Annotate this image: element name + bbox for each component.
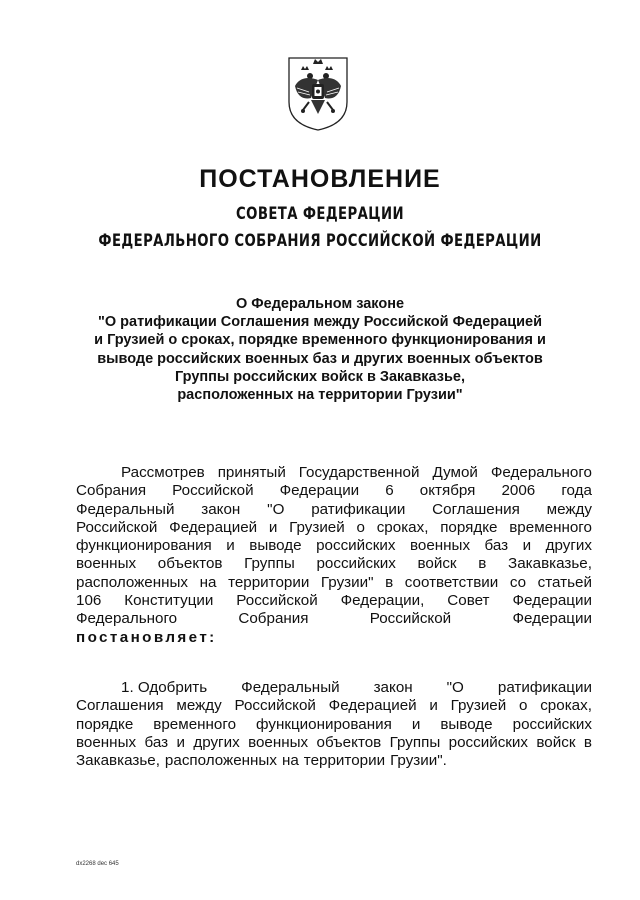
word: территории — [228, 573, 310, 591]
resolves-line — [76, 629, 592, 647]
text-line — [76, 501, 592, 519]
word: Конституции — [124, 592, 214, 610]
word: Собрания — [238, 610, 309, 628]
word: и — [176, 733, 185, 751]
word: со — [509, 573, 527, 591]
text-line — [76, 610, 592, 628]
word: Российской — [369, 610, 452, 628]
word: Федеральный — [241, 679, 340, 696]
text-line — [76, 537, 592, 555]
word: 1. Одобрить — [121, 679, 208, 696]
text-line — [76, 574, 592, 592]
word: Федерацией — [328, 697, 417, 715]
word: сроках, — [376, 518, 429, 536]
body-paragraph-1 — [76, 464, 592, 629]
word: Федерации, — [340, 592, 425, 610]
word: Рассмотрев — [121, 464, 205, 481]
word: российских — [512, 715, 592, 733]
issuer-line-1: СОВЕТА ФЕДЕРАЦИИ — [236, 204, 404, 224]
word: октября — [419, 482, 476, 500]
word: Соглашения — [432, 500, 520, 518]
heading-line: Группы российских войск в Закавказье, — [174, 368, 465, 385]
body-paragraph-2 — [76, 679, 592, 770]
word: войск — [417, 555, 457, 573]
word: сроках, — [540, 697, 592, 715]
word: выводе — [249, 537, 302, 555]
word: закон — [373, 679, 413, 696]
word: Группы — [244, 555, 295, 573]
word: ратификации — [311, 500, 406, 518]
word: в — [583, 733, 592, 751]
word: Грузии". — [390, 752, 447, 770]
text-line — [76, 716, 592, 734]
footer-code: dx2268 dec 645 — [76, 861, 119, 867]
heading-line: и Грузией о сроках, порядке временного функционирования и — [94, 332, 546, 349]
word: на — [199, 573, 217, 591]
text-line — [76, 752, 592, 770]
word: между — [546, 500, 592, 518]
word: российских — [448, 733, 529, 751]
word: года — [561, 482, 592, 500]
word: объектов — [157, 555, 223, 573]
heading-line: выводе российских военных баз и других военных объектов — [97, 350, 543, 367]
word: Собрания — [76, 482, 147, 500]
word: других — [545, 537, 592, 555]
word: временного — [153, 715, 237, 733]
word: "О — [446, 679, 464, 696]
word: о — [519, 697, 528, 715]
word: войск — [536, 733, 576, 751]
text-line — [76, 464, 592, 482]
issuer-line-2: ФЕДЕРАЛЬНОГО СОБРАНИЯ РОССИЙСКОЙ ФЕДЕРАЦИИ — [98, 231, 542, 251]
word: ратификации — [497, 679, 592, 696]
word: баз — [144, 733, 169, 751]
word: в — [478, 555, 487, 573]
word: Грузией — [289, 518, 345, 536]
word: о — [356, 518, 365, 536]
word: Закавказье, — [76, 752, 160, 770]
word: баз — [484, 537, 509, 555]
heading-line: "О ратификации Соглашения между Российской Федерацией — [97, 314, 543, 331]
word: Российской — [76, 518, 158, 536]
word: 2006 — [501, 482, 536, 500]
word: Российской — [234, 697, 316, 715]
word: военных — [76, 733, 137, 751]
word: военных — [76, 555, 137, 573]
word: выводе — [440, 715, 493, 733]
word: расположенных — [164, 752, 277, 770]
word: Федерации — [279, 482, 360, 500]
word: 106 — [76, 592, 102, 610]
document-title: ПОСТАНОВЛЕНИЕ — [199, 165, 441, 193]
text-line — [76, 555, 592, 573]
word: Группы — [389, 733, 441, 751]
word: военных — [409, 537, 471, 555]
text-line — [76, 697, 592, 715]
word: принятый — [217, 464, 286, 481]
word: Федерального — [76, 610, 178, 628]
word: Российской — [172, 482, 254, 500]
word: в — [385, 573, 394, 591]
text-line — [76, 592, 592, 610]
word: и — [226, 537, 235, 555]
word: военных — [248, 733, 309, 751]
word: статьей — [537, 573, 592, 591]
word: российских — [316, 537, 396, 555]
word: Грузии" — [320, 573, 374, 591]
word: закон — [201, 500, 241, 518]
word: Государственной — [298, 464, 420, 481]
word: и — [522, 537, 532, 555]
document-heading — [60, 295, 580, 404]
russian-coat-of-arms-icon — [283, 52, 353, 132]
word: временного — [509, 518, 592, 536]
text-line — [76, 482, 592, 500]
word: Федерации — [512, 592, 592, 610]
word: Грузией — [450, 697, 507, 715]
word: Федерального — [490, 464, 592, 481]
word: Соглашения — [76, 697, 164, 715]
word: других — [193, 733, 240, 751]
word: соответствии — [404, 573, 499, 591]
word: Думой — [432, 464, 478, 481]
resolves-word: постановляет: — [76, 629, 217, 646]
word: территории — [303, 752, 386, 770]
text-line — [76, 734, 592, 752]
word: порядке — [440, 518, 498, 536]
text-line — [76, 679, 592, 697]
word: на — [281, 752, 299, 770]
word: "О — [267, 500, 285, 518]
word: 6 — [385, 482, 394, 500]
word: функционирования — [76, 537, 212, 555]
word: между — [176, 697, 222, 715]
heading-line: О Федеральном законе — [235, 296, 405, 312]
word: Закавказье, — [508, 555, 592, 573]
word: Федеральный — [76, 500, 175, 518]
word: Федерацией — [169, 518, 258, 536]
word: расположенных — [76, 573, 189, 591]
word: объектов — [316, 733, 382, 751]
word: функционирования — [256, 715, 392, 733]
word: Федерации — [512, 610, 592, 628]
word: и — [268, 518, 278, 536]
word: Совет — [447, 592, 490, 610]
text-line — [76, 519, 592, 537]
word: Российской — [236, 592, 318, 610]
word: и — [429, 697, 438, 715]
word: порядке — [76, 715, 134, 733]
heading-line: расположенных на территории Грузии" — [177, 387, 463, 404]
word: и — [411, 715, 421, 733]
word: российских — [316, 555, 396, 573]
